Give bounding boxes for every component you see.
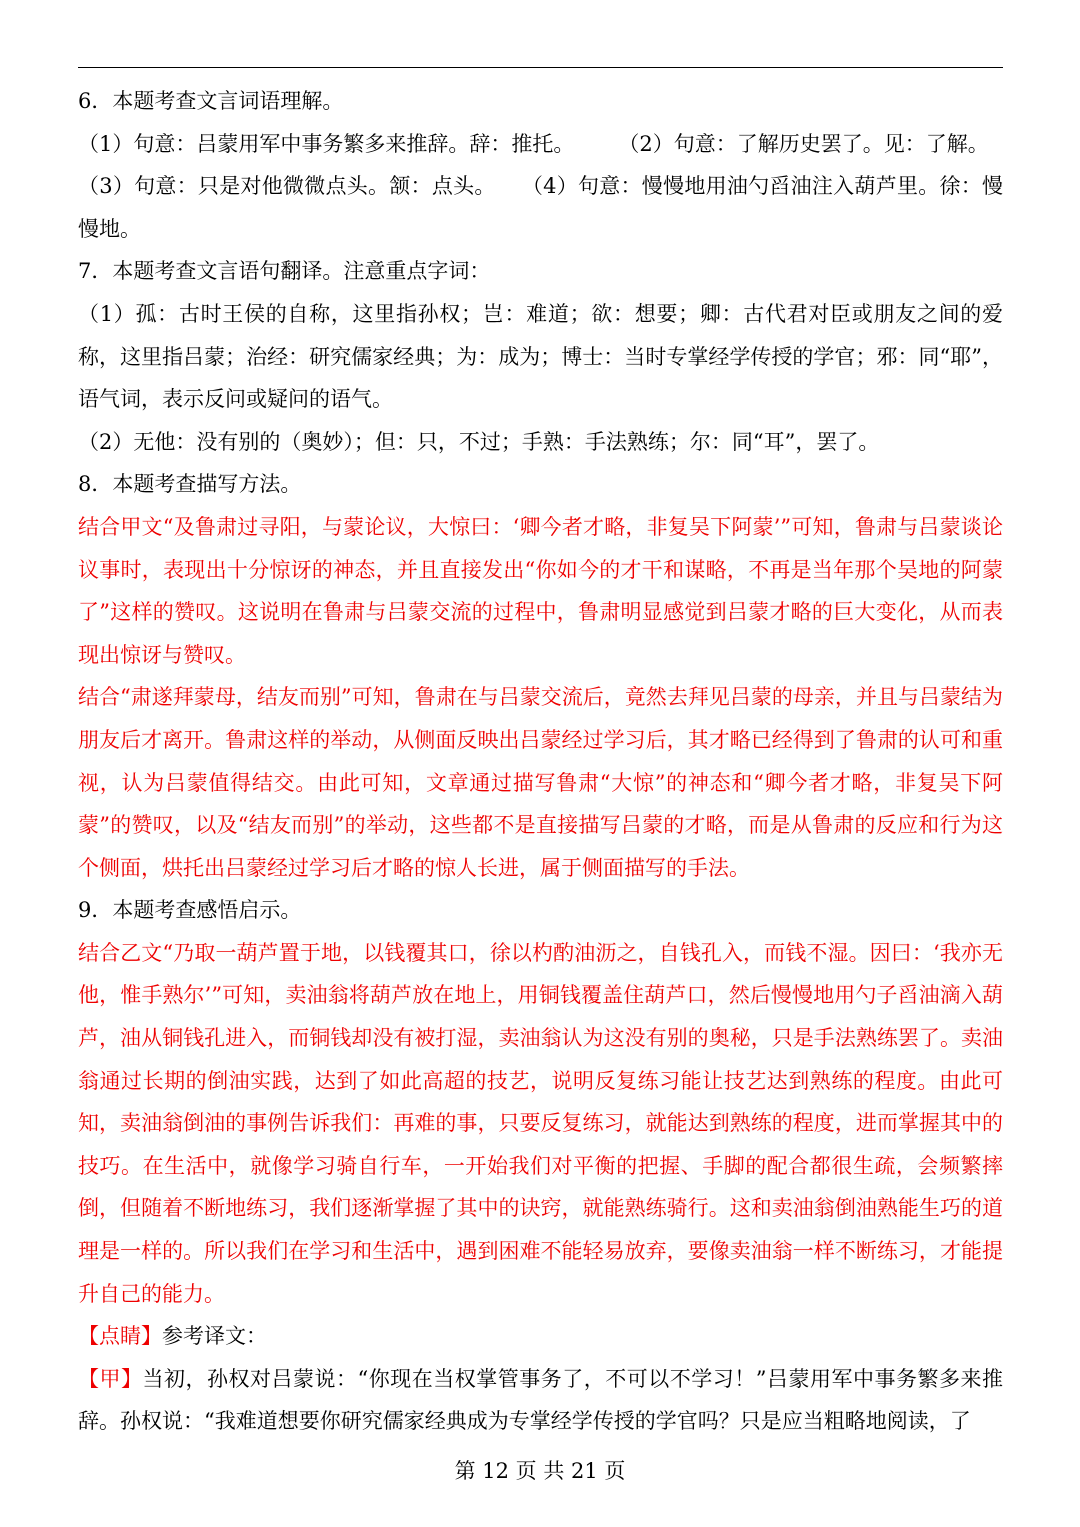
answer-content — [78, 80, 1003, 1443]
translation-jia-text: 当初，孙权对吕蒙说：“你现在当权掌管事务了，不可以不学习！”吕蒙用军中事务繁多来推辞。孙权说：“我难道想要你研究儒家经典成为专掌经学传授的学官吗？只是应当粗略地阅读，了 — [78, 1366, 1004, 1434]
dianjing-label: 【点睛】 — [78, 1324, 162, 1349]
header-rule — [78, 67, 1003, 68]
q9-paragraph-1: 结合乙文“乃取一葫芦置于地，以钱覆其口，徐以杓酌油沥之，自钱孔入，而钱不湿。因曰：‘我亦无他，惟手熟尔’”可知，卖油翁将葫芦放在地上，用铜钱覆盖住葫芦口，然后慢慢地用勺子舀油滴入葫芦，油从铜钱孔进入，而铜钱却没有被打湿，卖油翁认为这没有别的奥秘，只是手法熟练罢了。卖油翁通过长期的倒油实践，达到了如此高超的技艺，说明反复练习能让技艺达到熟练的程度。由此可知，卖油翁倒油的事例告诉我们：再难的事，只要反复练习，就能达到熟练的程度，进而掌握其中的技巧。在生活中，就像学习骑自行车，一开始我们对平衡的把握、手脚的配合都很生疏，会频繁摔倒，但随着不断地练习，我们逐渐掌握了其中的诀窍，就能熟练骑行。这和卖油翁倒油熟能生巧的道理是一样的。所以我们在学习和生活中，遇到困难不能轻易放弃，要像卖油翁一样不断练习，才能提升自己的能力。 — [78, 940, 1003, 1306]
translation-jia — [78, 1358, 1003, 1443]
q6-item-1: （1）句意：吕蒙用军中事务繁多来推辞。辞：推托。 — [78, 131, 575, 156]
q8-paragraph-1: 结合甲文“及鲁肃过寻阳，与蒙论议，大惊曰：‘卿今者才略，非复吴下阿蒙’”可知，鲁肃与吕蒙谈论议事时，表现出十分惊讶的神态，并且直接发出“你如今的才干和谋略，不再是当年那个吴地的阿蒙了”这样的赞叹。这说明在鲁肃与吕蒙交流的过程中，鲁肃明显感觉到吕蒙才略的巨大变化，从而表现出惊讶与赞叹。 — [78, 514, 1003, 667]
q6-item-2: （2）句意：了解历史罢了。见：了解。 — [618, 131, 989, 156]
dianjing-title: 参考译文： — [162, 1324, 267, 1349]
dianjing-heading — [78, 1315, 1003, 1358]
translation-jia-label: 【甲】 — [78, 1366, 143, 1391]
q9-heading: 9．本题考查感悟启示。 — [78, 898, 302, 923]
q7-item-1: （1）孤：古时王侯的自称，这里指孙权；岂：难道；欲：想要；卿：古代君对臣或朋友之间的爱称，这里指吕蒙；治经：研究儒家经典；为：成为；博士：当时专掌经学传授的学官；邪：同“耶”，语气词，表示反问或疑问的语气。 — [78, 301, 1003, 412]
q6-line-2 — [78, 165, 1003, 250]
q6-item-4: （4）句意：慢慢地用油勺舀油注入葫芦里。徐：慢慢地。 — [78, 174, 1004, 241]
q7-heading: 7．本题考查文言语句翻译。注意重点字词： — [78, 259, 491, 284]
q6-heading: 6．本题考查文言词语理解。 — [78, 89, 344, 113]
page-footer: 第 12 页 共 21 页 — [454, 1459, 626, 1483]
q7-item-2: （2）无他：没有别的（奥妙）；但：只，不过；手熟：手法熟练；尔：同“耳”，罢了。 — [78, 429, 880, 454]
q8-heading: 8．本题考查描写方法。 — [78, 472, 302, 497]
q6-line-1 — [78, 123, 1003, 166]
q8-paragraph-2: 结合“肃遂拜蒙母，结友而别”可知，鲁肃在与吕蒙交流后，竟然去拜见吕蒙的母亲，并且与吕蒙结为朋友后才离开。鲁肃这样的举动，从侧面反映出吕蒙经过学习后，其才略已经得到了鲁肃的认可和重视，认为吕蒙值得结交。由此可知，文章通过描写鲁肃“大惊”的神态和“卿今者才略，非复吴下阿蒙”的赞叹，以及“结友而别”的举动，这些都不是直接描写吕蒙的才略，而是从鲁肃的反应和行为这个侧面，烘托出吕蒙经过学习后才略的惊人长进，属于侧面描写的手法。 — [78, 685, 1003, 880]
q6-item-3: （3）句意：只是对他微微点头。颔：点头。 — [78, 174, 496, 199]
